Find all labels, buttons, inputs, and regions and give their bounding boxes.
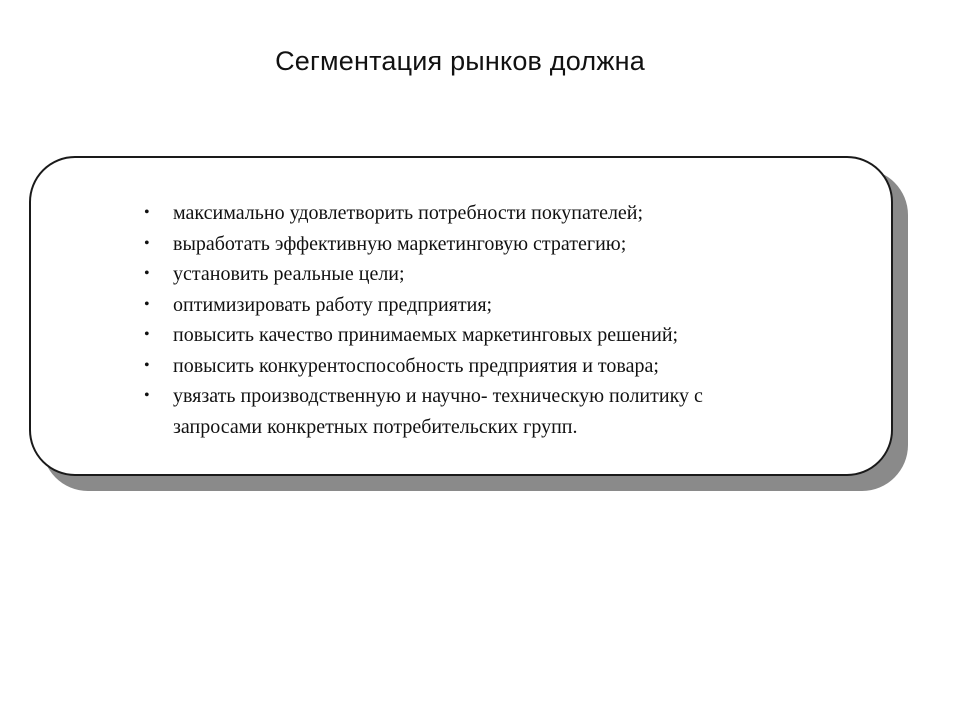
list-item xyxy=(144,229,864,260)
bullet-icon: • xyxy=(144,265,150,282)
bullet-list xyxy=(144,198,864,442)
list-item xyxy=(144,320,864,351)
list-item xyxy=(144,290,864,321)
list-item-text: максимально удовлетворить потребности покупателей; xyxy=(173,202,644,224)
list-item-text: выработать эффективную маркетинговую стратегию; xyxy=(173,232,627,255)
list-item-text: увязать производственную и научно- техническую политику с xyxy=(173,385,703,407)
list-item xyxy=(144,381,864,442)
list-item-text: установить реальные цели; xyxy=(173,263,405,285)
bullet-icon: • xyxy=(144,234,150,252)
list-item-text: повысить конкурентоспособность предприятия и товара; xyxy=(173,354,659,377)
bullet-icon: • xyxy=(144,295,150,313)
bullet-icon: • xyxy=(144,387,150,404)
bullet-icon: • xyxy=(144,204,150,221)
bullet-icon: • xyxy=(144,356,150,374)
list-item-text: оптимизировать работу предприятия; xyxy=(173,293,493,316)
slide-title: Сегментация рынков должна xyxy=(275,46,645,76)
bullet-icon: • xyxy=(144,326,150,343)
list-item-continuation: запросами конкретных потребительских групп. xyxy=(173,415,578,438)
list-item xyxy=(144,259,864,290)
list-item xyxy=(144,198,864,229)
list-item-text: повысить качество принимаемых маркетинговых решений; xyxy=(173,324,679,346)
list-item xyxy=(144,351,864,382)
